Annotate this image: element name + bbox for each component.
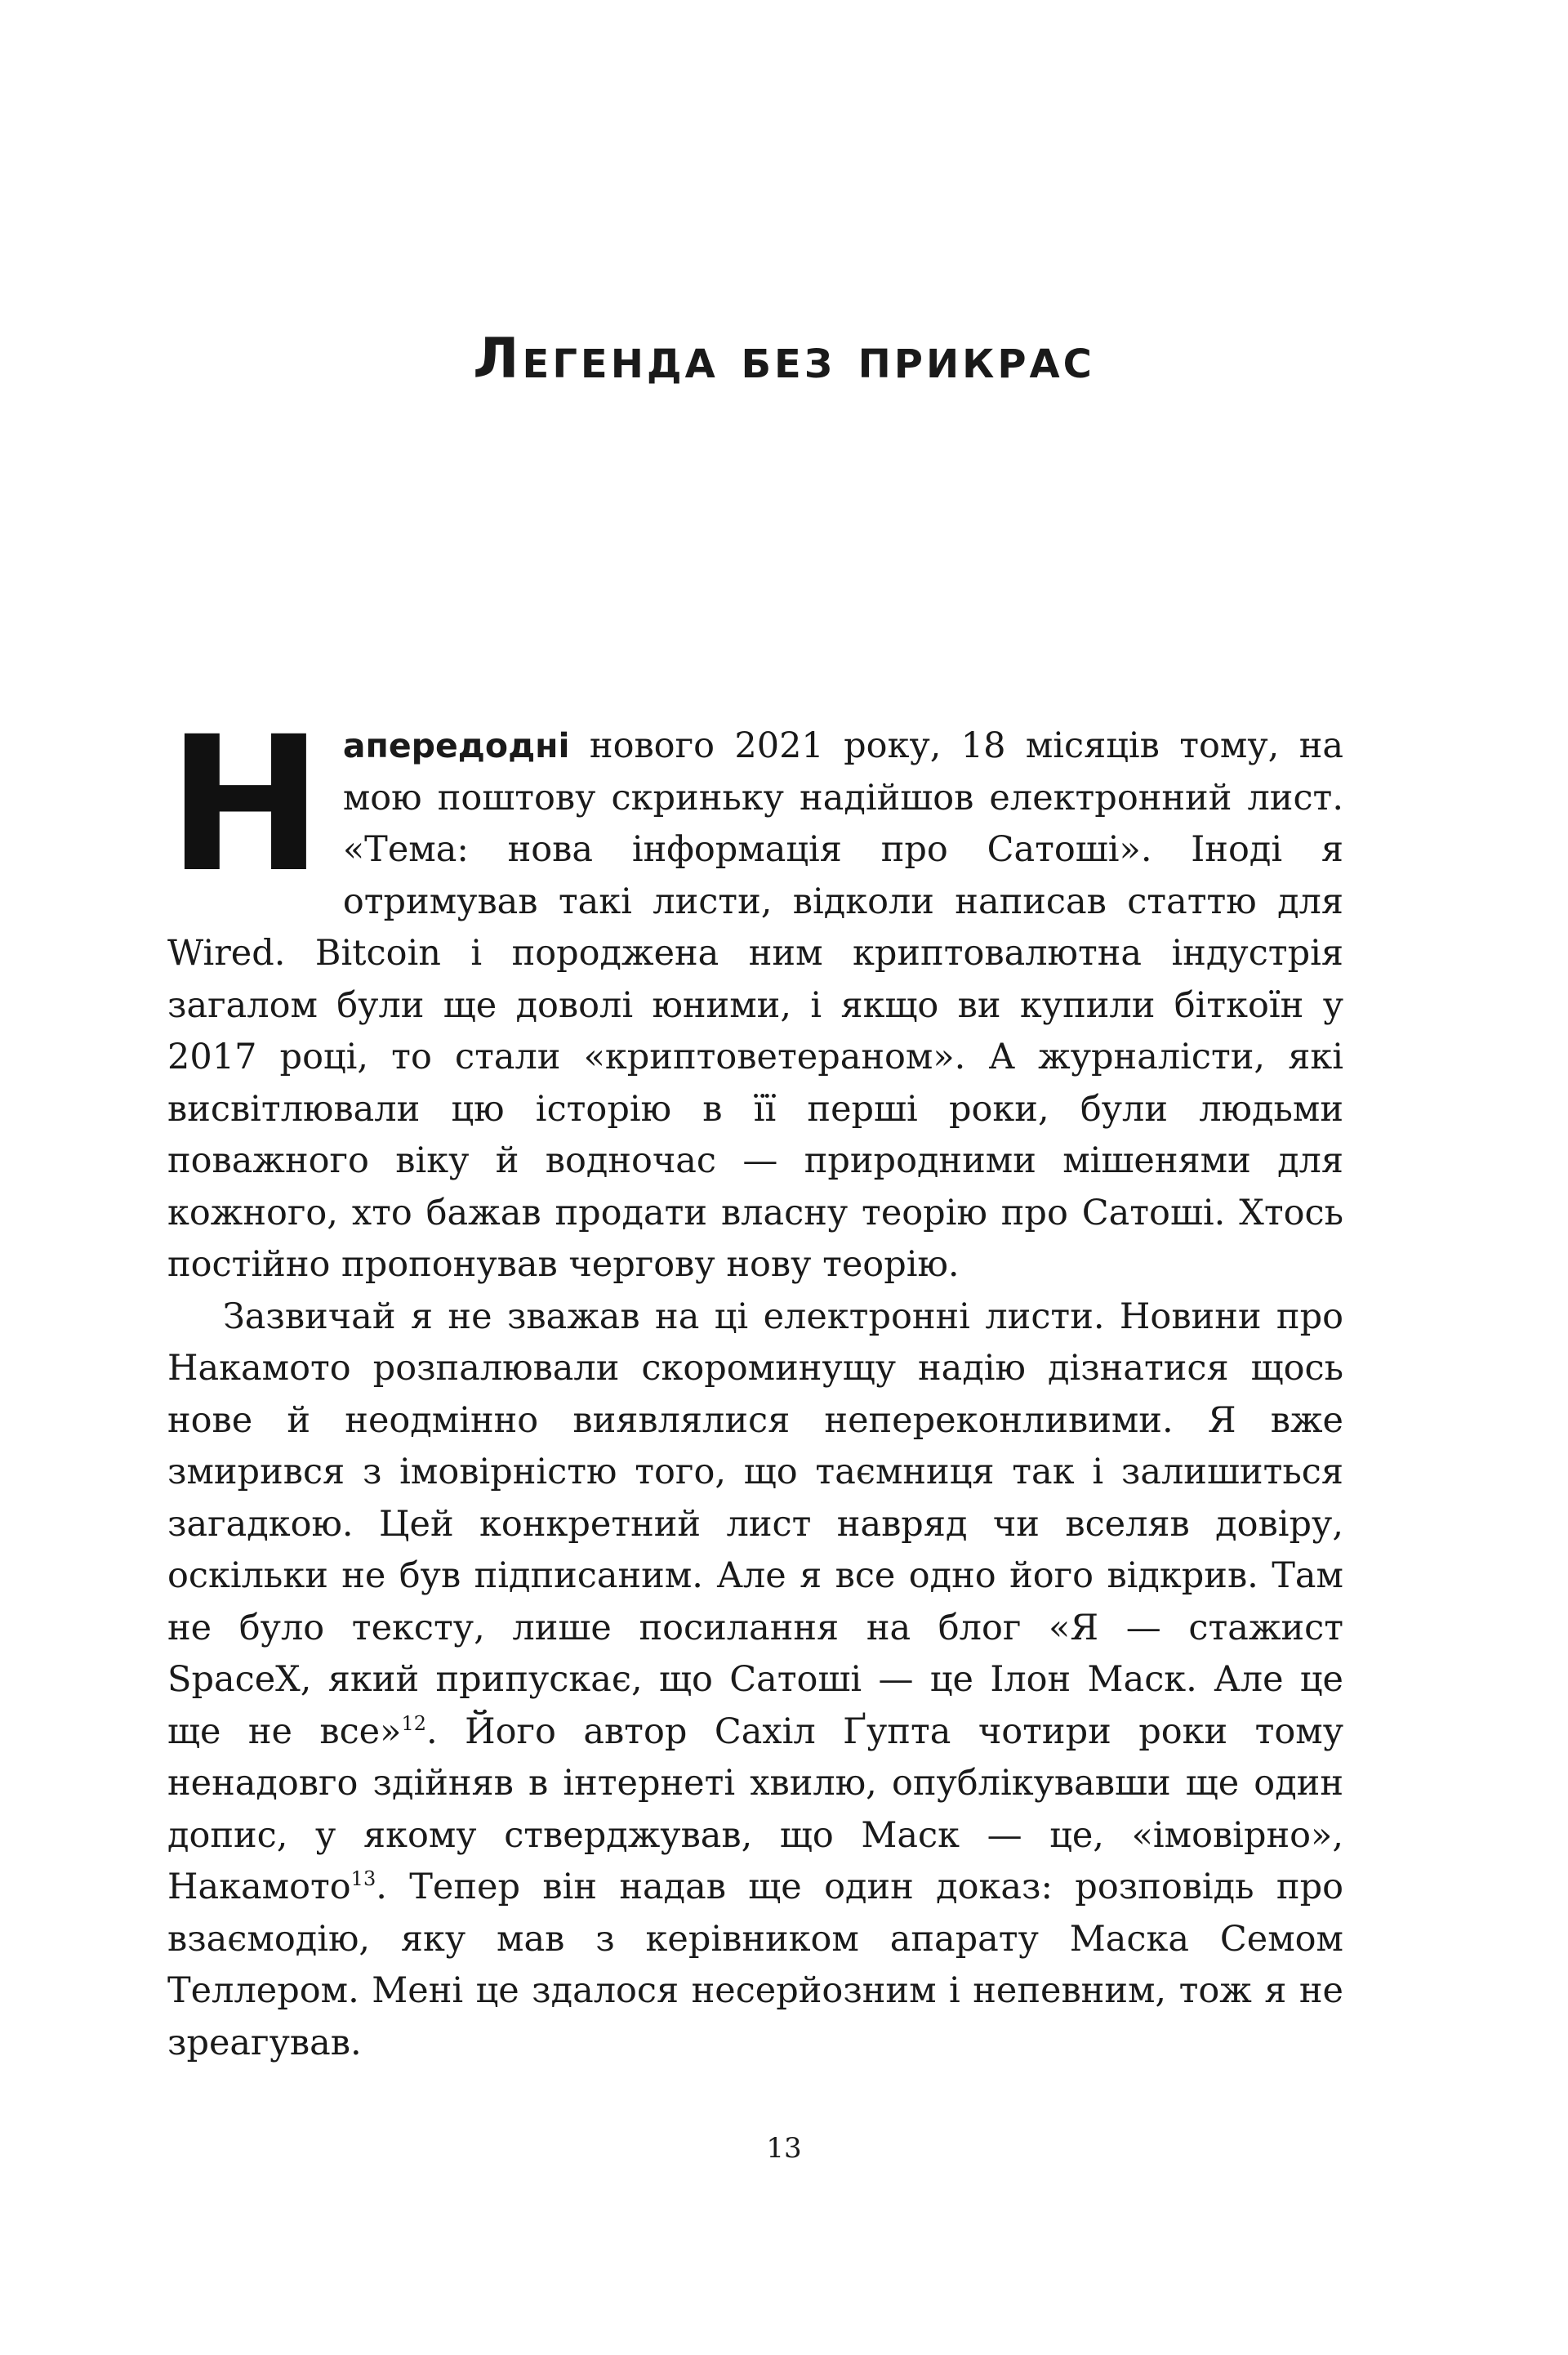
paragraph-2-text-b: . Його автор Сахіл Ґупта чотири роки тому ненадовго здійняв в інтернеті хвилю, опублікувавши ще один допис, у якому стверджував, що Маск — це, «імовірно», Накамото [167, 1710, 1344, 1907]
chapter-title: Легенда без прикрас [473, 327, 1095, 391]
paragraph-2 [167, 1291, 1343, 2070]
body-text [167, 696, 1344, 2069]
page-number: 13 [766, 2132, 802, 2165]
drop-cap: Н [167, 696, 323, 913]
paragraph-1-text: нового 2021 року, 18 місяців тому, на мою поштову скриньку надійшов електронний лист. «Тема: нова інформація про Сатоші». Іноді я отримував такі листи, відколи написав статтю для Wired. Bitcoin і породжена ним криптовалютна індустрія загалом були ще доволі юними, і якщо ви купили біткоїн у 2017 році, то стали «криптоветераном». А журналісти, які висвітлювали цю історію в її перші роки, були людьми поважного віку й водночас — природними мішенями для кожного, хто бажав продати власну теорію про Сатоші. Хтось постійно пропонував чергову нову теорію. [167, 725, 1343, 1285]
footnote-ref-12[interactable]: 12 [401, 1711, 426, 1735]
paragraph-2-text-a: Зазвичай я не зважав на ці електронні листи. Новини про Накамото розпалювали скороминущу надію дізнатися щось нове й неодмінно виявлялися непереконливими. Я вже змирився з імовірністю того, що таємниця так і залишиться загадкою. Цей конкретний лист навряд чи вселяв довіру, оскільки не був підписаним. Але я все одно його відкрив. Там не було тексту, лише посилання на блог «Я — стажист SpaceX, який припускає, що Сатоші — це Ілон Маск. Але це ще не все» [167, 1296, 1343, 1752]
footnote-ref-13[interactable]: 13 [350, 1867, 376, 1890]
paragraph-2-text-c: . Тепер він надав ще один доказ: розповідь про взаємодію, яку мав з керівником апарату Маска Семом Теллером. Мені це здалося несерйозним і непевним, тож я не зреагував. [167, 1867, 1343, 2063]
lead-word: апередодні [342, 726, 570, 765]
paragraph-1 [167, 696, 1343, 1291]
